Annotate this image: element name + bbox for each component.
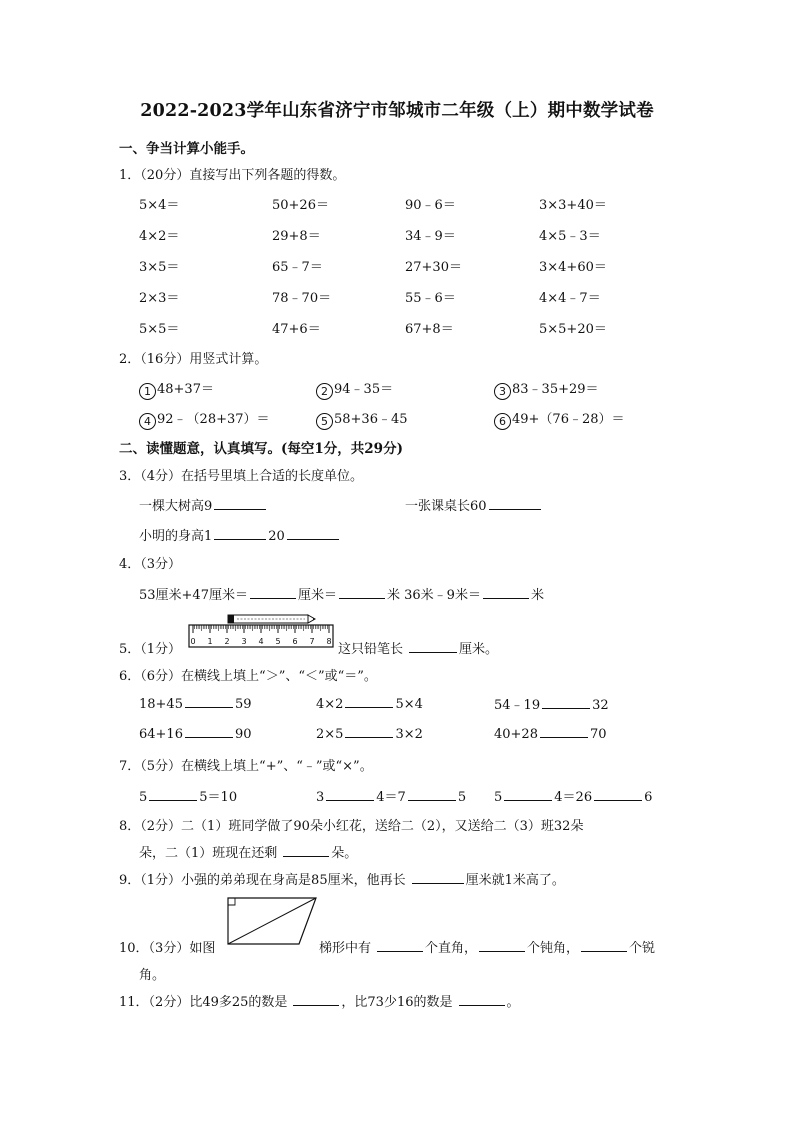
answer-blank[interactable] [287,526,339,540]
q6-comparison [316,694,423,712]
answer-blank[interactable] [214,526,266,540]
ruler-label: 8 [326,637,332,646]
q7-e1-left: 5 [139,790,148,805]
q2-item-4 [139,408,270,430]
q5-text-main: 这只铅笔长 [338,642,404,657]
section-1-heading: 一、争当计算小能手。 [119,141,254,157]
q7-e3-left: 5 [494,790,503,805]
question-10-text-a: 10．（3分）如图 [119,941,216,956]
q2-item-2-expr: 94﹣35＝ [334,382,394,397]
answer-blank[interactable] [479,938,525,952]
q1-problem: 47+6＝ [272,322,321,337]
question-4-header: 4．（3分） [119,557,182,572]
q7-e2-left: 3 [316,790,325,805]
q4-text-3: 米 36米﹣9米＝ [387,588,481,603]
answer-blank[interactable] [345,724,393,738]
ruler-label: 0 [190,637,196,646]
q6-left: 18+45 [139,697,183,712]
q6-left: 64+16 [139,727,183,742]
q2-item-1-expr: 48+37＝ [157,382,214,397]
q6-left: 54﹣19 [494,698,541,713]
answer-blank[interactable] [540,724,588,738]
q7-e3-mid: 4＝26 [554,790,593,805]
q6-comparison [139,724,252,742]
q10-text-d: 个钝角， [527,941,580,956]
question-10-line [319,937,655,956]
q10-text-b: 梯形中有 [319,941,372,956]
q2-item-1 [139,378,214,400]
q1-problem: 3×5＝ [139,260,180,275]
ruler-label: 7 [309,637,315,646]
answer-blank[interactable] [250,585,296,599]
q7-e3-right: 6 [644,790,653,805]
ruler-label: 6 [292,637,298,646]
q2-item-5-expr: 58+36﹣45 [334,412,408,427]
question-9 [119,869,565,888]
circled-number-1: 1 [139,383,156,400]
q7-e2-mid: 4＝7 [376,790,406,805]
ruler-label: 2 [224,637,230,646]
q3-item-b [405,495,543,514]
question-7-header: 7．（5分）在横线上填上“+”、“﹣”或“×”。 [119,759,373,774]
answer-blank[interactable] [594,787,642,801]
q6-left: 2×5 [316,727,344,742]
q2-item-4-expr: 92﹣（28+37）＝ [157,412,270,427]
ruler-label: 1 [207,637,213,646]
q1-problem: 3×4+60＝ [539,260,607,275]
answer-blank[interactable] [459,992,505,1006]
q2-item-6 [494,408,625,430]
q8-text-a: 朵，二（1）班现在还剩 [139,846,278,861]
q10-text-c: 个直角， [425,941,478,956]
answer-blank[interactable] [326,787,374,801]
answer-blank[interactable] [483,585,529,599]
q1-problem: 2×3＝ [139,291,180,306]
q6-comparison [494,724,607,742]
page-title: 2022-2023学年山东省济宁市邹城市二年级（上）期中数学试卷 [140,101,654,121]
q4-text-2: 厘米＝ [297,588,337,603]
answer-blank[interactable] [185,694,233,708]
q6-right: 3×2 [395,727,423,742]
q9-text-a: 9．（1分）小强的弟弟现在身高是85厘米，他再长 [119,873,406,888]
q4-text-1: 53厘米+47厘米＝ [139,588,248,603]
q2-item-5 [316,408,408,430]
trapezoid-figure [223,893,323,949]
pencil-icon [228,615,315,623]
q7-e2-right: 5 [457,790,467,805]
question-8-line-2 [139,842,357,861]
answer-blank[interactable] [283,843,329,857]
q6-comparison [494,694,609,713]
q3-item-c [139,525,341,544]
q10-text-e: 个锐 [629,941,656,956]
q1-problem: 5×5+20＝ [539,322,607,337]
answer-blank[interactable] [293,992,339,1006]
q6-right: 5×4 [395,697,423,712]
q1-problem: 3×3+40＝ [539,198,607,213]
q6-left: 4×2 [316,697,344,712]
answer-blank[interactable] [339,585,385,599]
q6-left: 40+28 [494,727,538,742]
q6-comparison [316,724,423,742]
q1-problem: 34﹣9＝ [405,229,456,244]
question-3-header: 3．（4分）在括号里填上合适的长度单位。 [119,469,364,484]
q7-item-2 [316,786,466,805]
circled-number-2: 2 [316,383,333,400]
circled-number-6: 6 [494,413,511,430]
q5-unit: 厘米。 [459,642,499,657]
q11-text-a: 11．（2分）比49多25的数是 [119,995,288,1010]
q1-problem: 78﹣70＝ [272,291,332,306]
question-8-line-1: 8．（2分）二（1）班同学做了90朵小红花，送给二（2），又送给二（3）班32朵 [119,819,584,834]
q1-problem: 4×2＝ [139,229,180,244]
answer-blank[interactable] [345,694,393,708]
q1-problem: 67+8＝ [405,322,454,337]
q1-problem: 5×4＝ [139,198,180,213]
q7-e1-right: 5＝10 [199,790,238,805]
q7-item-1 [139,786,237,805]
ruler-label: 4 [258,637,264,646]
answer-blank[interactable] [149,787,197,801]
q3-text-c2: 20 [268,529,285,544]
answer-blank[interactable] [504,787,552,801]
pencil-ruler-image [187,613,337,649]
answer-blank[interactable] [185,724,233,738]
q1-problem: 90﹣6＝ [405,198,456,213]
q2-item-6-expr: 49+（76﹣28）＝ [512,412,625,427]
q7-item-3 [494,786,652,805]
q1-problem: 29+8＝ [272,229,321,244]
q2-item-2 [316,378,393,400]
circled-number-4: 4 [139,413,156,430]
question-10-text-f: 角。 [139,968,166,983]
q1-problem: 55﹣6＝ [405,291,456,306]
ruler-label: 5 [275,637,281,646]
q11-text-b: ，比73少16的数是 [341,995,453,1010]
q6-right: 70 [589,727,607,742]
answer-blank[interactable] [377,938,423,952]
ruler-icon [189,625,333,647]
question-2-header: 2．（16分）用竖式计算。 [119,352,268,367]
q1-problem: 27+30＝ [405,260,462,275]
question-1-header: 1．（20分）直接写出下列各题的得数。 [119,168,346,183]
question-6-header: 6．（6分）在横线上填上“＞”、“＜”或“＝”。 [119,669,377,684]
answer-blank[interactable] [581,938,627,952]
q3-text-b: 一张课桌长60 [405,499,487,514]
q3-text-c1: 小明的身高1 [139,529,213,544]
circled-number-5: 5 [316,413,333,430]
q2-item-3-expr: 83﹣35+29＝ [512,382,599,397]
answer-blank[interactable] [214,496,266,510]
q2-item-3 [494,378,599,400]
answer-blank[interactable] [409,639,457,653]
answer-blank[interactable] [412,870,464,884]
question-11 [119,991,520,1010]
q1-problem: 50+26＝ [272,198,329,213]
q3-text-a: 一棵大树高9 [139,499,213,514]
answer-blank[interactable] [489,496,541,510]
q4-line [139,584,544,603]
q8-text-b: 朵。 [331,846,358,861]
ruler-label: 3 [241,637,247,646]
circled-number-3: 3 [494,383,511,400]
q4-text-4: 米 [530,588,544,603]
q1-problem: 4×4﹣7＝ [539,291,601,306]
q11-text-c: 。 [506,995,520,1010]
q3-item-a [139,495,268,514]
answer-blank[interactable] [408,787,456,801]
section-2-heading: 二、读懂题意，认真填写。(每空1分，共29分) [119,441,403,457]
q6-right: 90 [234,727,252,742]
q6-right: 59 [234,697,252,712]
q1-problem: 4×5﹣3＝ [539,229,601,244]
q5-text [338,638,498,657]
q6-right: 32 [592,698,609,713]
q1-problem: 5×5＝ [139,322,180,337]
question-5-number: 5．（1分） [119,642,182,657]
q6-comparison [139,694,252,712]
q1-problem: 65﹣7＝ [272,260,323,275]
answer-blank[interactable] [542,695,590,709]
q9-text-b: 厘米就1米高了。 [465,873,565,888]
